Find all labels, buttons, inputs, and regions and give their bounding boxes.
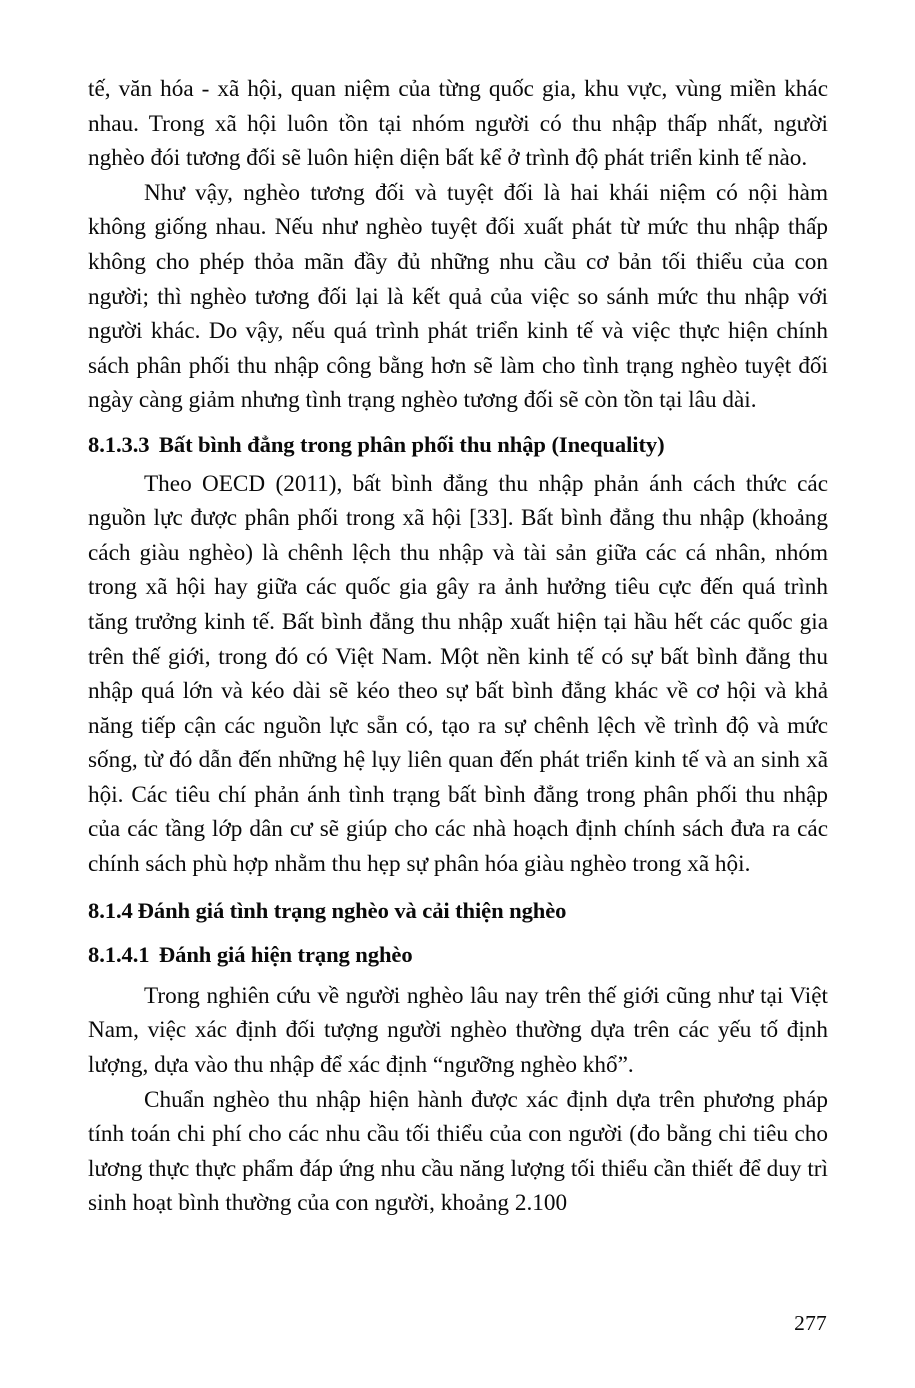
page-number: 277 (794, 1311, 827, 1335)
spacer-before-heading-8-1-3-3 (88, 418, 828, 428)
heading-8-1-3-3 (88, 428, 828, 463)
heading-8-1-4-1-title: Đánh giá hiện trạng nghèo (158, 942, 413, 968)
heading-8-1-4-title: Đánh giá tình trạng nghèo và cải thiện nghèo (137, 897, 567, 923)
heading-8-1-4 (88, 894, 828, 929)
spacer-between-headings (88, 928, 828, 938)
heading-8-1-3-3-number: 8.1.3.3 (88, 431, 150, 457)
heading-8-1-4-1-number: 8.1.4.1 (88, 942, 150, 968)
paragraph-continued: tế, văn hóa - xã hội, quan niệm của từng quốc gia, khu vực, vùng miền khác nhau. Trong xã hội luôn tồn tại nhóm người có thu nhập thấp nhất, người nghèo đói tương đối sẽ luôn hiện diện bất kể ở trình độ phát triển kinh tế nào. (88, 76, 828, 172)
paragraph-oecd: Theo OECD (2011), bất bình đẳng thu nhập phản ánh cách thức các nguồn lực được phân phối trong xã hội [33]. Bất bình đẳng thu nhập (khoảng cách giàu nghèo) là chênh lệch thu nhập và tài sản giữa các cá nhân, nhóm trong xã hội hay giữa các quốc gia gây ra ảnh hưởng tiêu cực đến quá trình tăng trưởng kinh tế. Bất bình đẳng thu nhập xuất hiện tại hầu hết các quốc gia trên thế giới, trong đó có Việt Nam. Một nền kinh tế có sự bất bình đẳng thu nhập quá lớn và kéo dài sẽ kéo theo sự bất bình đẳng khác về cơ hội và khả năng tiếp cận các nguồn lực sẵn có, tạo ra sự chênh lệch về trình độ và mức sống, từ đó dẫn đến những hệ lụy liên quan đến phát triển kinh tế và an sinh xã hội. Các tiêu chí phản ánh tình trạng bất bình đẳng trong phân phối thu nhập của các tầng lớp dân cư sẽ giúp cho các nhà hoạch định chính sách đưa ra các chính sách phù hợp nhằm thu hẹp sự phân hóa giàu nghèo trong xã hội. (88, 470, 828, 878)
heading-8-1-3-3-title: Bất bình đẳng trong phân phối thu nhập (Inequality) (158, 431, 665, 457)
paragraph-trong-nghien-cuu: Trong nghiên cứu về người nghèo lâu nay trên thế giới cũng như tại Việt Nam, việc xác định đối tượng người nghèo thường dựa trên các yếu tố định lượng, dựa vào thu nhập để xác định “ngưỡng nghèo khổ”. (88, 982, 828, 1079)
heading-8-1-4-1 (88, 938, 828, 973)
heading-8-1-4-number: 8.1.4 (88, 897, 133, 923)
page-text-column (88, 72, 828, 1221)
spacer-before-heading-8-1-4 (88, 882, 828, 894)
paragraph-chuan-ngheo: Chuẩn nghèo thu nhập hiện hành được xác định dựa trên phương pháp tính toán chi phí cho các nhu cầu tối thiểu của con người (đo bằng chi tiêu cho lương thực thực phẩm đáp ứng nhu cầu năng lượng tối thiểu cần thiết để duy trì sinh hoạt bình thường của con người, khoảng 2.100 (88, 1086, 828, 1217)
paragraph-nhu-vay: Như vậy, nghèo tương đối và tuyệt đối là hai khái niệm có nội hàm không giống nhau. Nếu như nghèo tuyệt đối xuất phát từ mức thu nhập thấp không cho phép thỏa mãn đầy đủ những nhu cầu cơ bản tối thiểu của con người; thì nghèo tương đối lại là kết quả của việc so sánh mức thu nhập với người khác. Do vậy, nếu quá trình phát triển kinh tế và việc thực hiện chính sách phân phối thu nhập công bằng hơn sẽ làm cho tình trạng nghèo tuyệt đối ngày càng giảm nhưng tình trạng nghèo tương đối sẽ còn tồn tại lâu dài. (88, 179, 828, 414)
